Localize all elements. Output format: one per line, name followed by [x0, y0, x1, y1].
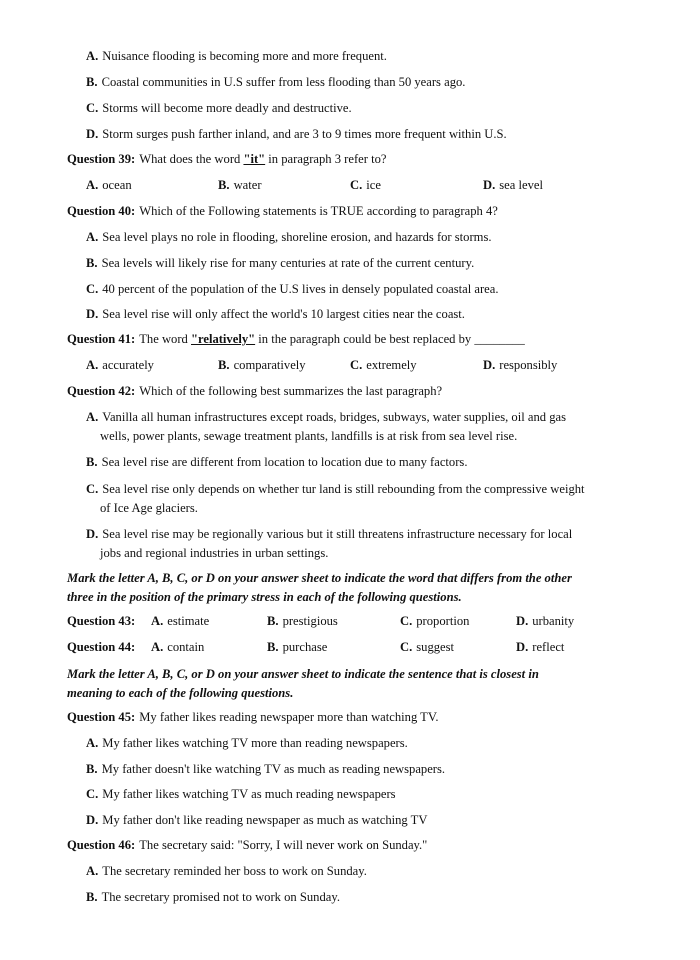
q46-option-b: [86, 890, 340, 905]
q42-stem: [67, 384, 442, 399]
option-text-continued: wells, power plants, sewage treatment plants, landfills is at risk from sea level rise.: [100, 429, 518, 443]
q39-option-d: [483, 178, 543, 193]
q38-option-d: [86, 127, 507, 142]
option-letter: C.: [400, 640, 413, 654]
q41-option-c: [350, 358, 417, 373]
q45-stem: [67, 710, 438, 725]
q44-label: [67, 640, 139, 655]
option-letter: B.: [86, 762, 98, 776]
option-letter: D.: [516, 614, 529, 628]
option-text: ocean: [102, 178, 132, 192]
option-text: prestigious: [282, 614, 338, 628]
instruction-meaning: [67, 665, 651, 703]
option-letter: A.: [86, 178, 99, 192]
option-letter: A.: [86, 864, 99, 878]
question-label: Question 41:: [67, 332, 136, 346]
option-letter: A.: [86, 49, 99, 63]
option-text: estimate: [167, 614, 210, 628]
stem-text: Which of the Following statements is TRUE according to paragraph 4?: [139, 204, 498, 218]
option-text: Sea levels will likely rise for many centuries at rate of the current century.: [101, 256, 475, 270]
instruction-stress: [67, 569, 651, 607]
q44-option-b: [267, 640, 327, 655]
option-letter: D.: [483, 358, 496, 372]
instruction-line: meaning to each of the following questions.: [67, 686, 294, 700]
option-letter: B.: [86, 256, 98, 270]
option-text: contain: [167, 640, 205, 654]
question-label: Question 43:: [67, 614, 136, 628]
stem-text: in paragraph 3 refer to?: [265, 152, 387, 166]
q43-option-d: [516, 614, 574, 629]
option-letter: B.: [86, 455, 98, 469]
option-letter: D.: [516, 640, 529, 654]
option-letter: D.: [86, 307, 99, 321]
option-letter: D.: [86, 527, 99, 541]
q46-option-a: [86, 864, 367, 879]
option-text: My father likes watching TV as much reading newspapers: [102, 787, 396, 801]
instruction-line: three in the position of the primary stress in each of the following questions.: [67, 590, 462, 604]
option-letter: B.: [267, 640, 279, 654]
option-letter: A.: [151, 614, 164, 628]
option-letter: C.: [350, 358, 363, 372]
q42-option-d: [86, 525, 650, 563]
option-letter: B.: [86, 75, 98, 89]
q44-option-d: [516, 640, 564, 655]
option-text: comparatively: [233, 358, 306, 372]
q44-option-c: [400, 640, 454, 655]
q46-stem: [67, 838, 427, 853]
option-letter: A.: [86, 358, 99, 372]
q41-stem: [67, 332, 525, 347]
option-text: My father doesn't like watching TV as much as reading newspapers.: [101, 762, 446, 776]
q40-option-a: [86, 230, 492, 245]
option-text: responsibly: [499, 358, 558, 372]
option-letter: B.: [218, 178, 230, 192]
option-text-continued: jobs and regional industries in urban settings.: [100, 546, 329, 560]
question-label: Question 40:: [67, 204, 136, 218]
option-text: extremely: [366, 358, 417, 372]
option-letter: C.: [86, 101, 99, 115]
q42-option-b: [86, 455, 467, 470]
option-text: proportion: [416, 614, 470, 628]
option-text: My father don't like reading newspaper as much as watching TV: [102, 813, 428, 827]
q41-option-b: [218, 358, 306, 373]
q39-option-c: [350, 178, 381, 193]
question-label: Question 46:: [67, 838, 136, 852]
q42-option-a: [86, 408, 650, 446]
option-letter: A.: [151, 640, 164, 654]
q45-option-b: [86, 762, 445, 777]
option-text: My father likes watching TV more than reading newspapers.: [102, 736, 408, 750]
q38-option-c: [86, 101, 352, 116]
option-letter: C.: [86, 787, 99, 801]
q38-option-a: [86, 49, 387, 64]
option-text: Sea level rise only depends on whether tur land is still rebounding from the compressive weight: [102, 482, 585, 496]
option-text: urbanity: [532, 614, 575, 628]
stem-text: The secretary said: "Sorry, I will never work on Sunday.": [139, 838, 428, 852]
option-letter: B.: [267, 614, 279, 628]
option-letter: C.: [86, 282, 99, 296]
keyword: "it": [243, 152, 266, 166]
q40-option-b: [86, 256, 474, 271]
option-letter: A.: [86, 230, 99, 244]
question-label: Question 42:: [67, 384, 136, 398]
q43-option-c: [400, 614, 469, 629]
option-text: Sea level rise will only affect the world's 10 largest cities near the coast.: [102, 307, 465, 321]
option-text: The secretary promised not to work on Sunday.: [101, 890, 340, 904]
q39-option-a: [86, 178, 132, 193]
q39-stem: [67, 152, 386, 167]
keyword: "relatively": [191, 332, 256, 346]
stem-text: What does the word: [139, 152, 244, 166]
option-letter: D.: [86, 813, 99, 827]
option-letter: C.: [86, 482, 99, 496]
option-text: Sea level rise may be regionally various but it still threatens infrastructure necessary for local: [102, 527, 573, 541]
option-text: 40 percent of the population of the U.S lives in densely populated coastal area.: [102, 282, 499, 296]
q45-option-d: [86, 813, 427, 828]
instruction-line: Mark the letter A, B, C, or D on your answer sheet to indicate the word that differs from the other: [67, 571, 572, 585]
stem-text: in the paragraph could be best replaced by ________: [255, 332, 525, 346]
q39-option-b: [218, 178, 262, 193]
option-text: Coastal communities in U.S suffer from less flooding than 50 years ago.: [101, 75, 466, 89]
option-text: sea level: [499, 178, 543, 192]
option-text: Sea level rise are different from location to location due to many factors.: [101, 455, 468, 469]
q41-option-a: [86, 358, 154, 373]
q40-option-c: [86, 282, 499, 297]
q43-label: [67, 614, 139, 629]
q41-option-d: [483, 358, 557, 373]
option-text: Sea level plays no role in flooding, shoreline erosion, and hazards for storms.: [102, 230, 492, 244]
option-letter: B.: [218, 358, 230, 372]
option-letter: D.: [483, 178, 496, 192]
stem-text: Which of the following best summarizes the last paragraph?: [139, 384, 443, 398]
option-text: purchase: [282, 640, 328, 654]
q43-option-a: [151, 614, 209, 629]
question-label: Question 44:: [67, 640, 136, 654]
option-text: ice: [366, 178, 381, 192]
q40-stem: [67, 204, 498, 219]
q38-option-b: [86, 75, 465, 90]
option-text: The secretary reminded her boss to work on Sunday.: [102, 864, 367, 878]
option-text: water: [233, 178, 262, 192]
q42-option-c: [86, 480, 650, 518]
option-text: accurately: [102, 358, 154, 372]
instruction-line: Mark the letter A, B, C, or D on your answer sheet to indicate the sentence that is closest in: [67, 667, 539, 681]
option-text: Vanilla all human infrastructures except roads, bridges, subways, water supplies, oil and gas: [102, 410, 566, 424]
q45-option-a: [86, 736, 408, 751]
option-letter: A.: [86, 410, 99, 424]
option-letter: C.: [350, 178, 363, 192]
stem-text: My father likes reading newspaper more than watching TV.: [139, 710, 439, 724]
q40-option-d: [86, 307, 465, 322]
option-text: Nuisance flooding is becoming more and more frequent.: [102, 49, 387, 63]
option-letter: B.: [86, 890, 98, 904]
option-text: Storms will become more deadly and destructive.: [102, 101, 352, 115]
question-label: Question 45:: [67, 710, 136, 724]
option-letter: D.: [86, 127, 99, 141]
q45-option-c: [86, 787, 396, 802]
q43-option-b: [267, 614, 338, 629]
option-text: Storm surges push farther inland, and are 3 to 9 times more frequent within U.S.: [102, 127, 507, 141]
question-label: Question 39:: [67, 152, 136, 166]
option-text-continued: of Ice Age glaciers.: [100, 501, 198, 515]
q44-option-a: [151, 640, 204, 655]
option-text: suggest: [416, 640, 455, 654]
stem-text: The word: [139, 332, 191, 346]
option-letter: C.: [400, 614, 413, 628]
option-text: reflect: [532, 640, 565, 654]
option-letter: A.: [86, 736, 99, 750]
